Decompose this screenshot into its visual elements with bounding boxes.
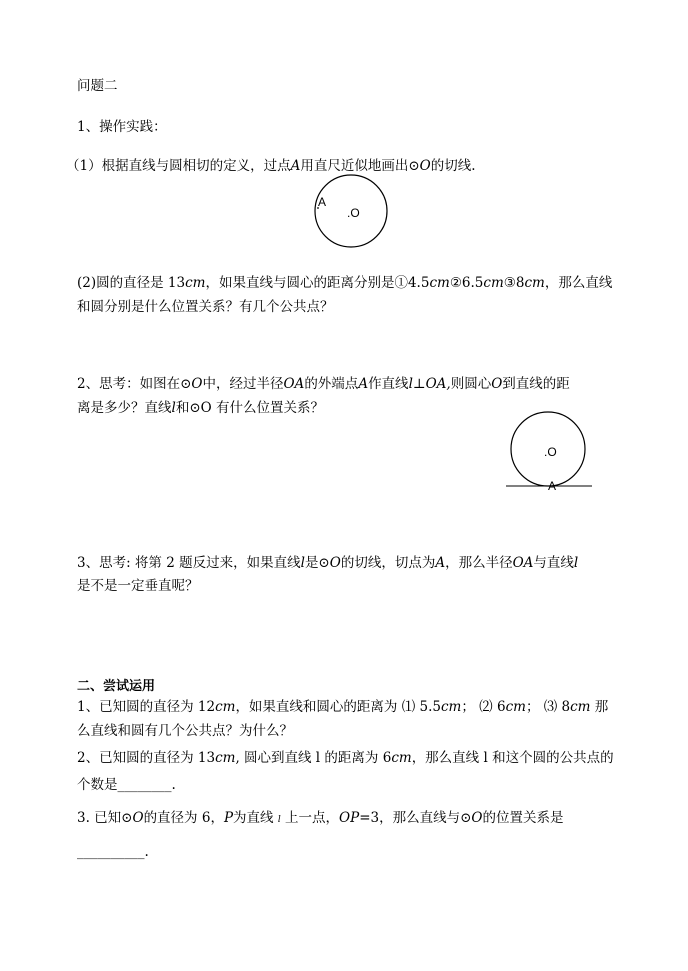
question1-2-line2: 和圆分别是什么位置关系？有几个公共点？ [77,299,334,315]
question3-line1: 3、思考: 将第 2 题反过来，如果直线l是⊙O的切线，切点为A，那么半径OA与直线l [77,555,579,571]
point-a-label: A [548,479,557,493]
practice2-line2: 个数是________. [77,777,176,793]
question2-line1: 2、思考：如图在⊙O中，经过半径OA的外端点A作直线l⊥OA,则圆心O到直线的距 [77,376,570,392]
center-o-label: .O [544,445,557,459]
practice2-line1: 2、已知圆的直径为 13cm, 圆心到直线 l 的距离为 6cm，那么直线 l 和这个圆的公共点的 [77,750,614,766]
point-a-label: A [318,195,327,209]
question3-line2: 是不是一定垂直呢？ [77,578,199,594]
circle-figure-1 [300,170,400,250]
section1-title: 1、操作实践： [77,119,167,135]
question1-1: （1）根据直线与圆相切的定义，过点A用直尺近似地画出⊙O的切线. [66,158,476,174]
practice3-line2: __________. [77,844,149,860]
part2-title: 二、尝试运用 [77,679,156,694]
question2-line2: 离是多少？直线l和⊙O 有什么位置关系？ [77,400,324,416]
center-o-label: .O [347,206,360,220]
page-heading: 问题二 [77,78,118,94]
practice1-line2: 么直线和圆有几个公共点？为什么？ [77,723,293,739]
circle-figure-2 [500,410,600,500]
practice3-line1: 3. 已知⊙O的直径为 6，P为直线 l 上一点，OP=3，那么直线与⊙O的位置关系是 [77,810,564,826]
answer-blank: __________ [77,844,145,860]
answer-blank: ________ [117,777,172,793]
practice1-line1: 1、已知圆的直径为 12cm，如果直线和圆心的距离为 ⑴ 5.5cm； ⑵ 6cm； ⑶ 8cm 那 [77,699,609,715]
question1-2-line1: (2)圆的直径是 13cm，如果直线与圆心的距离分别是①4.5cm②6.5cm③8cm，那么直线 [77,275,613,291]
